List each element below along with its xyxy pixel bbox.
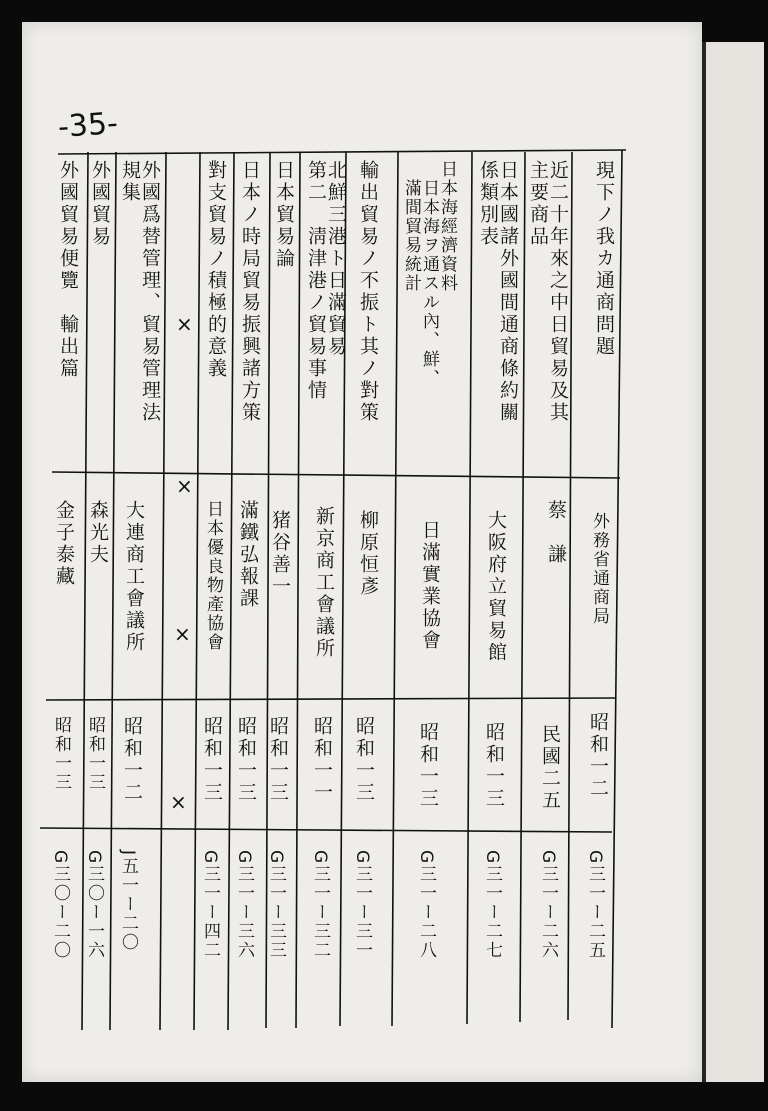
- row-5-author: 新京商工會議所: [313, 506, 335, 660]
- row-8-title: 對支貿易ノ積極的意義: [205, 160, 227, 380]
- row-1-author: 蔡 謙: [545, 500, 567, 566]
- row-7-code: G三一ー三六: [234, 850, 254, 961]
- row-11-date: 昭和一三: [51, 716, 71, 792]
- row-10-date: 昭和一三: [85, 716, 105, 792]
- row-5-date: 昭和一一: [311, 716, 333, 804]
- row-0-title: 現下ノ我カ通商問題: [593, 160, 615, 358]
- row-11-author: 金子泰藏: [53, 500, 75, 588]
- row-3-title: 日本海經濟資料 日本海ヲ通スル內、鮮、 滿間貿易統計: [401, 160, 457, 388]
- row-9-date: 昭和一二: [121, 716, 143, 804]
- row-6-code: G三一ー三三: [266, 850, 286, 961]
- row-4-code: G三一ー三一: [352, 850, 372, 961]
- row-5-code: G三一ー三二: [310, 850, 330, 961]
- row-8-date: 昭和一三: [201, 716, 223, 804]
- blank-mark-upper: ×: [176, 474, 193, 498]
- row-1-date: 民國二五: [539, 724, 561, 812]
- row-2-title: 日本國諸外國間通商條約關 係類別表: [477, 160, 519, 424]
- row-9-title: 外國爲替管理、貿易管理法 規集: [119, 160, 161, 424]
- row-1-title: 近二十年來之中日貿易及其 主要商品: [527, 160, 569, 424]
- row-11-title: 外國貿易便覽 輸出篇: [57, 160, 79, 380]
- row-3-code: G三一ー二八: [416, 850, 436, 961]
- row-0-date: 昭和一二: [587, 712, 609, 800]
- row-10-title: 外國貿易: [89, 160, 111, 248]
- row-2-code: G三一ー二七: [482, 850, 502, 961]
- row-1-code: G三一ー二六: [538, 850, 558, 961]
- row-8-code: G三一ー四二: [200, 850, 220, 961]
- blank-mark-title: ×: [176, 312, 193, 336]
- blank-mark-date: ×: [170, 790, 187, 814]
- row-4-author: 柳原恒彥: [357, 510, 379, 598]
- row-4-title: 輸出貿易ノ不振ト其ノ對策: [357, 160, 379, 424]
- row-4-date: 昭和一三: [353, 716, 375, 804]
- row-0-code: G三一ー二五: [585, 850, 605, 961]
- row-10-author: 森光夫: [87, 500, 109, 566]
- row-3-author: 日滿實業協會: [419, 520, 441, 652]
- row-8-author: 日本優良物產協會: [203, 500, 223, 652]
- row-7-date: 昭和一三: [235, 716, 257, 804]
- row-10-code: G三〇ー一六: [84, 850, 104, 961]
- row-5-title: 北鮮三港ト日滿貿易 第二 淸津港ノ貿易事情: [305, 160, 347, 402]
- row-11-code: G三〇ー二〇: [50, 850, 70, 961]
- row-6-date: 昭和一三: [267, 716, 289, 804]
- row-6-title: 日本貿易論: [273, 160, 295, 270]
- row-0-author: 外務省通商局: [589, 512, 609, 626]
- row-9-author: 大連商工會議所: [123, 500, 145, 654]
- row-7-author: 滿鐵弘報課: [237, 500, 259, 610]
- row-3-date: 昭和一三: [417, 722, 439, 810]
- blank-mark-author: ×: [174, 622, 191, 646]
- row-2-author: 大阪府立貿易館: [485, 510, 507, 664]
- page-number: -35-: [56, 105, 119, 146]
- row-6-author: 猪谷善一: [269, 510, 291, 598]
- row-9-code: J五一ー二〇: [118, 850, 138, 953]
- row-2-date: 昭和一三: [483, 722, 505, 810]
- row-7-title: 日本ノ時局貿易振興諸方策: [239, 160, 261, 424]
